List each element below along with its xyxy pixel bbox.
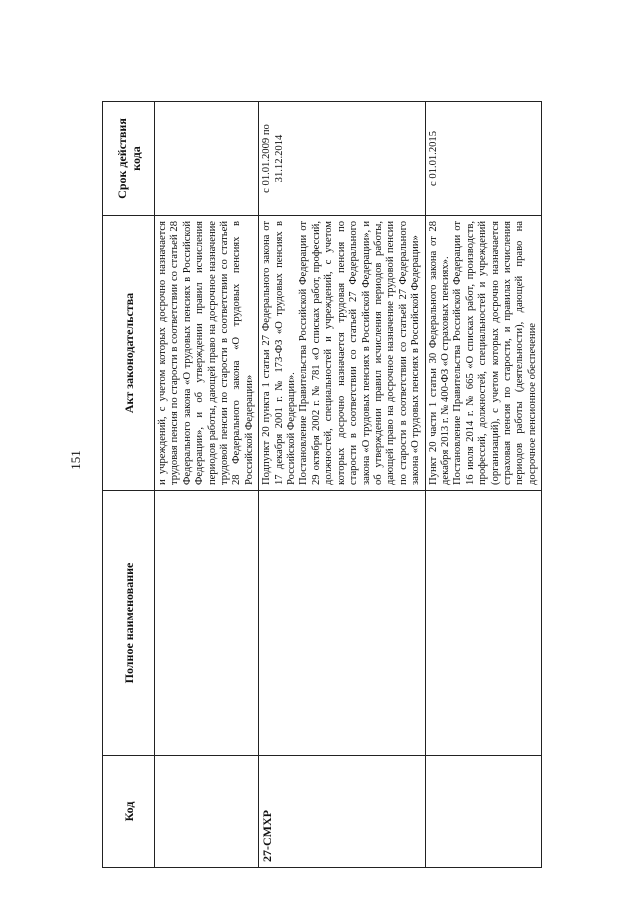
cell-term: с 01.01.2009 по 31.12.2014 [259,102,425,216]
act-paragraph: Постановление Правительства Российской Федерации от 16 июля 2014 г. № 665 «О списках работ, производств, профессий, должностей, специальностей и учреждений (организаций), с учетом которых досрочно назначается страховая пенсия по старости, и правилах исчисления периодов работы (деятельности), дающей право на досрочное пенсионное обеспечение [452,221,538,485]
act-paragraph: Подпункт 20 пункта 1 статьи 27 Федерального закона от 17 декабря 2001 г. № 173-ФЗ «О трудовых пенсиях в Российской Федерации». [261,221,298,485]
cell-code: 27-СМХР [259,756,425,868]
act-paragraph: и учреждений, с учетом которых досрочно назначается трудовая пенсия по старости в соответствии со статьей 28 Федерального закона «О трудовых пенсиях в Российской Федерации», и об утверждении правил исчисления периодов работы, дающей право на досрочное назначение трудовой пенсии по старости в соответствии со статьей 28 Федерального закона «О трудовых пенсиях в Российской Федерации» [157,221,255,485]
cell-term [155,102,259,216]
table-row [425,102,542,868]
act-paragraph: Постановление Правительства Российской Федерации от 29 октября 2002 г. № 781 «О списках работ, профессий, должностей, специальностей и учреждений, с учетом которых досрочно назначается трудовая пенсия по старости в соответствии со статьей 27 Федерального закона «О трудовых пенсиях в Российской Федерации», и об утверждении правил исчисления периодов работы, дающей право на досрочное назначение трудовой пенсии по старости в соответствии со статьей 27 Федерального закона «О трудовых пенсиях в Российской Федерации» [298,221,422,485]
header-act: Акт законодательства [103,216,155,491]
cell-full-name [155,491,259,756]
codes-table [102,101,542,868]
cell-act [259,216,425,491]
header-term: Срок действия кода [103,102,155,216]
table-row [155,102,259,868]
act-paragraph: Пункт 20 части 1 статьи 30 Федерального закона от 28 декабря 2013 г. № 400-ФЗ «О страховых пенсиях». [427,221,451,485]
rotated-page [102,102,538,868]
cell-code [155,756,259,868]
cell-act [425,216,542,491]
cell-act [155,216,259,491]
cell-code [425,756,542,868]
header-code: Код [103,756,155,868]
table-header-row [103,102,155,868]
table-row [259,102,425,868]
cell-term: с 01.01.2015 [425,102,542,216]
page-number: 151 [68,450,83,470]
cell-full-name [259,491,425,756]
header-full-name: Полное наименование [103,491,155,756]
cell-full-name [425,491,542,756]
